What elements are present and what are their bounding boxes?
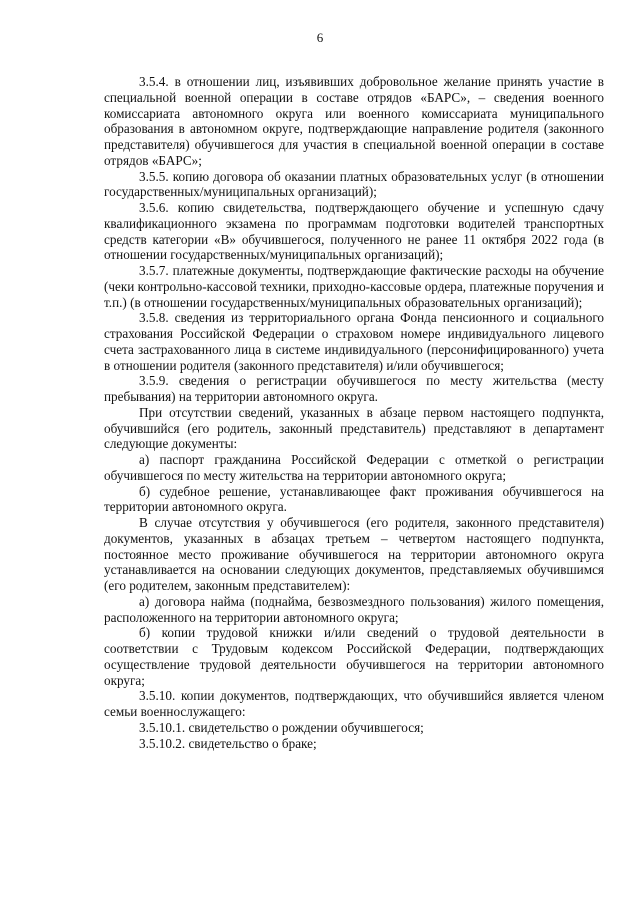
paragraph-absent-info: При отсутствии сведений, указанных в абзаце первом настоящего подпункта, обучившийся (его родитель, законный представитель) представляют в департамент следующие документы: <box>104 404 604 452</box>
page-number: 6 <box>316 30 324 45</box>
paragraph-3-5-4: 3.5.4. в отношении лиц, изъявивших добровольное желание принять участие в специальной военной операции в составе отрядов «БАРС», – сведения военного комиссариата автономного округа или военного комиссариата муниципального образования в автономном округе, подтверждающие направление родителя (законного представителя) обучившегося для участия в специальной военной операции в составе отрядов «БАРС»; <box>104 74 604 168</box>
paragraph-3-5-10-2: 3.5.10.2. свидетельство о браке; <box>139 735 317 751</box>
paragraph-item-b-work-record: б) копии трудовой книжки и/или сведений о трудовой деятельности в соответствии с Трудовым кодексом Российской Федерации, подтверждающих осуществление трудовой деятельности обучившегося на территории автономного округа; <box>104 625 604 688</box>
paragraph-3-5-10: 3.5.10. копии документов, подтверждающих, что обучившийся является членом семьи военнослужащего: <box>104 688 604 719</box>
paragraph-3-5-7: 3.5.7. платежные документы, подтверждающие фактические расходы на обучение (чеки контрольно-кассовой техники, приходно-кассовые ордера, платежные поручения и т.п.) (в отношении государственных/муниципальных образовательных организаций); <box>104 263 604 310</box>
paragraph-item-a-passport: а) паспорт гражданина Российской Федерации с отметкой о регистрации обучившегося по месту жительства на территории автономного округа; <box>104 452 604 483</box>
document-body <box>104 74 604 751</box>
paragraph-item-a-lease: а) договора найма (поднайма, безвозмездного пользования) жилого помещения, расположенного на территории автономного округа; <box>104 593 604 625</box>
paragraph-absent-documents: В случае отсутствия у обучившегося (его родителя, законного представителя) документов, указанных в абзацах третьем – четвертом настоящего подпункта, постоянное место проживание обучившегося на территории автономного округа устанавливается на основании следующих документов, представляемых обучившимся (его родителем, законным представителем): <box>104 515 604 593</box>
paragraph-3-5-6: 3.5.6. копию свидетельства, подтверждающего обучение и успешную сдачу квалификационного экзамена по программам подготовки водителей транспортных средств категории «В» обучившегося, полученного не ранее 11 октября 2022 года (в отношении государственных/муниципальных организаций); <box>104 200 604 263</box>
paragraph-item-b-court-decision: б) судебное решение, устанавливающее факт проживания обучившегося на территории автономного округа. <box>104 483 604 515</box>
paragraph-3-5-9: 3.5.9. сведения о регистрации обучившегося по месту жительства (месту пребывания) на территории автономного округа. <box>104 373 604 404</box>
paragraph-3-5-5: 3.5.5. копию договора об оказании платных образовательных услуг (в отношении государственных/муниципальных организаций); <box>104 168 604 200</box>
paragraph-3-5-10-1: 3.5.10.1. свидетельство о рождении обучившегося; <box>139 719 424 735</box>
paragraph-3-5-8: 3.5.8. сведения из территориального органа Фонда пенсионного и социального страхования Российской Федерации о страховом номере индивидуального лицевого счета застрахованного лица в системе индивидуального (персонифицированного) учета в отношении родителя (законного представителя) и/или обучившегося; <box>104 310 604 373</box>
